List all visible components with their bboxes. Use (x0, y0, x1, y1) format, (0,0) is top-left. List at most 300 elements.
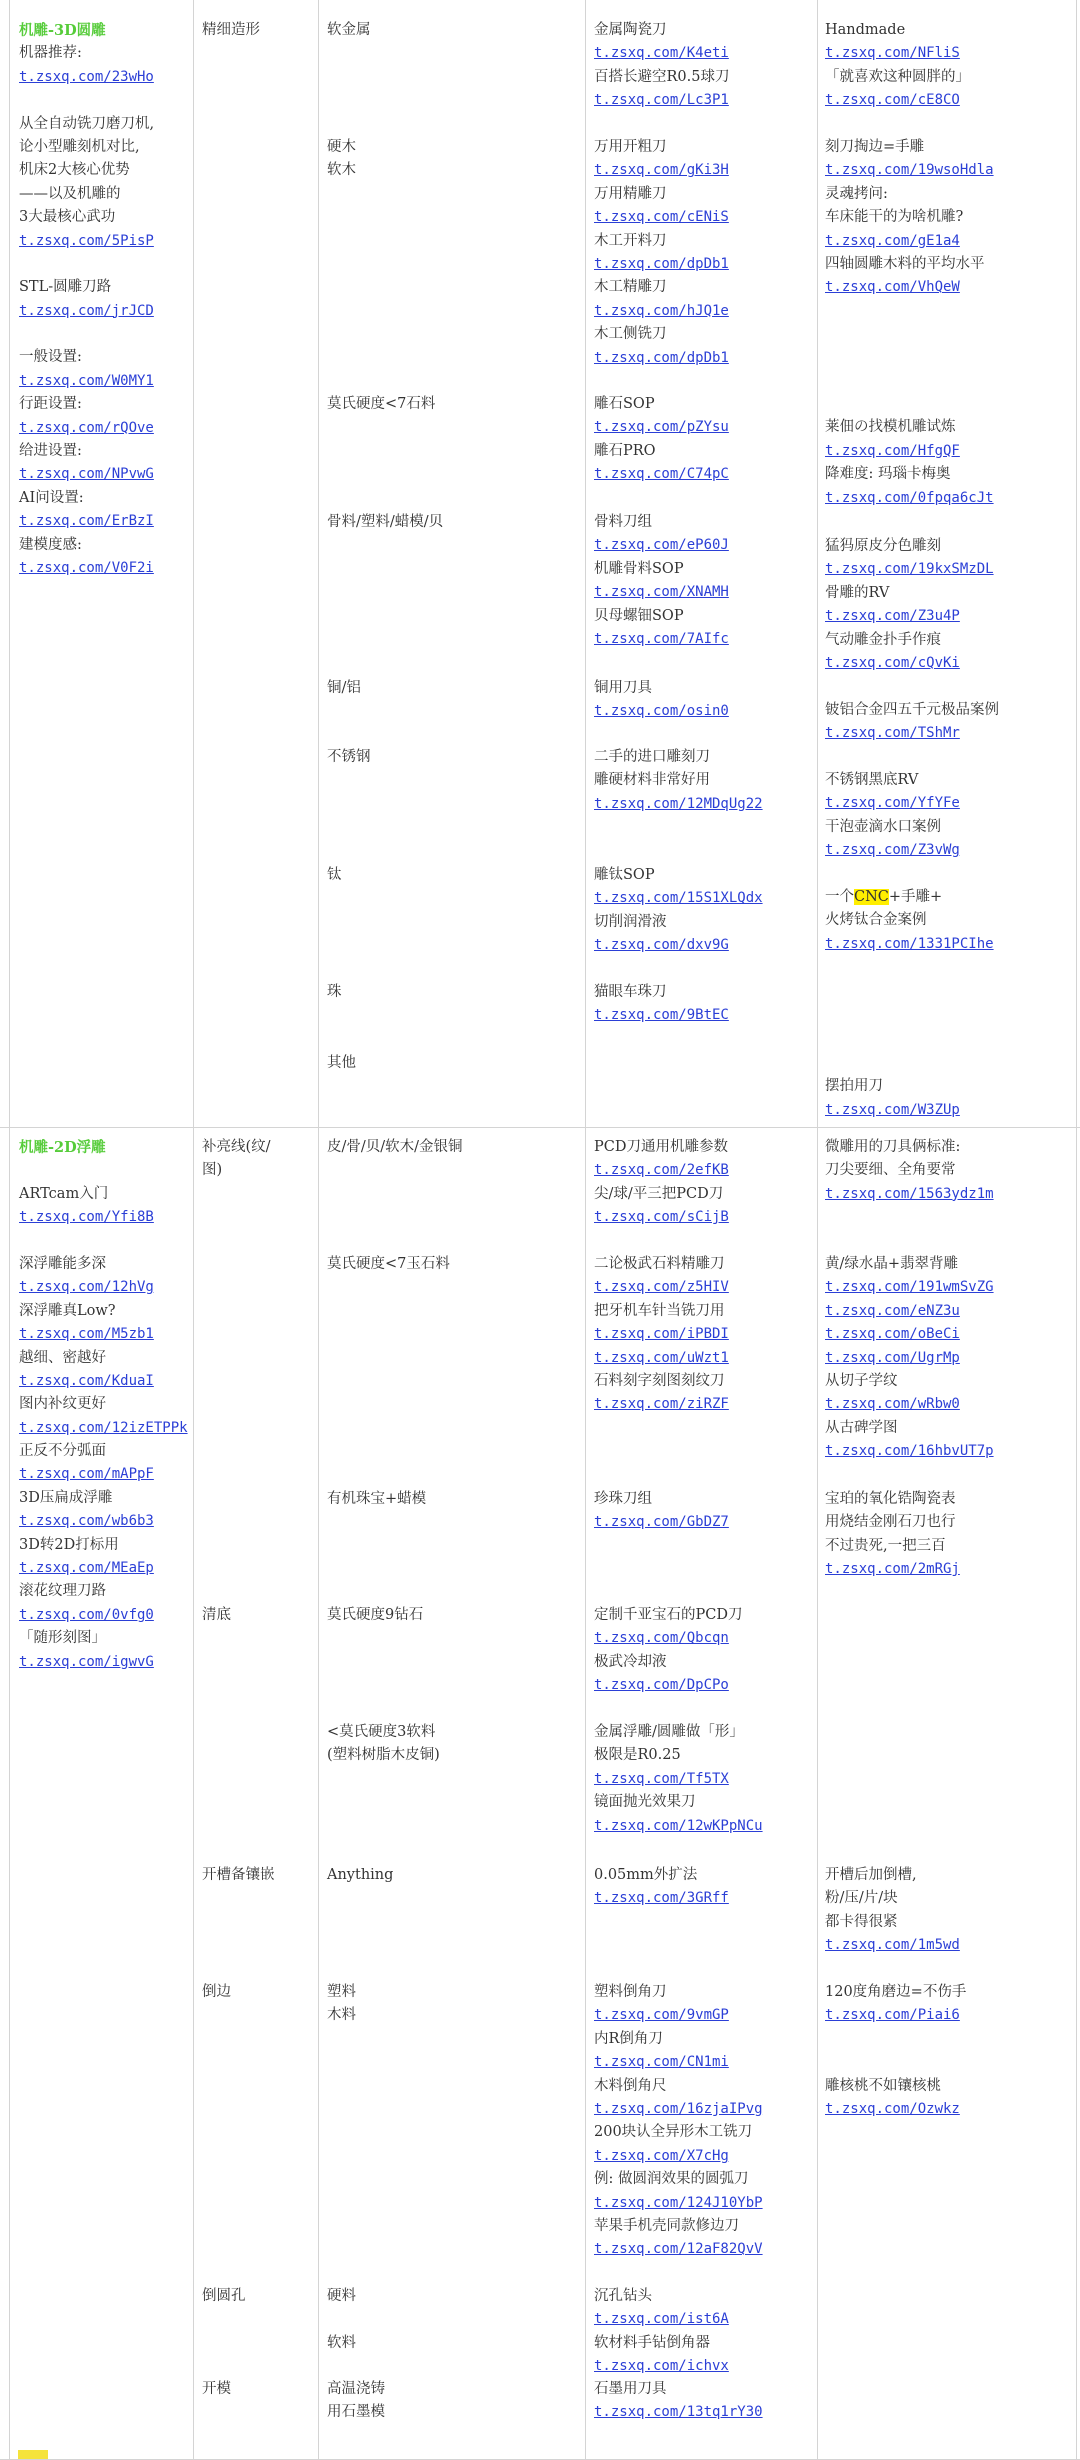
tool-cell (594, 1488, 814, 1535)
category-cell (202, 1981, 314, 2004)
material-cell (327, 1253, 582, 1276)
link-line (825, 1183, 1075, 1206)
link-line (594, 2098, 814, 2121)
short-link[interactable]: t.zsxq.com/mAPpF (19, 1466, 154, 1483)
short-link[interactable]: t.zsxq.com/W0MY1 (19, 372, 154, 389)
text-line: 正反不分弧面 (19, 1443, 106, 1460)
spacer-line (19, 89, 189, 112)
short-link[interactable]: t.zsxq.com/XNAMH (594, 584, 729, 601)
link-line (594, 300, 814, 323)
link-line (825, 1440, 1075, 1463)
short-link[interactable]: t.zsxq.com/uWzt1 (594, 1349, 729, 1366)
text-line: 极武冷却液 (594, 1653, 667, 1670)
short-link[interactable]: t.zsxq.com/Piai6 (825, 2007, 960, 2024)
material-cell (327, 1488, 582, 1511)
text-line: 灵魂拷问: (825, 185, 888, 202)
text-line: 粉/压/片/块 (825, 1890, 898, 1907)
link-line (594, 2355, 814, 2378)
tool-cell (594, 1864, 814, 1911)
case-cell (825, 1136, 1075, 1206)
short-link[interactable]: t.zsxq.com/19kxSMzDL (825, 561, 994, 578)
short-link[interactable]: t.zsxq.com/wRbw0 (825, 1396, 960, 1413)
label-line: 软金属 (327, 22, 371, 38)
short-link[interactable]: t.zsxq.com/hJQ1e (594, 302, 729, 319)
short-link[interactable]: t.zsxq.com/12MDqUg22 (594, 795, 763, 812)
label-line: 硬料 (327, 2288, 356, 2304)
text-line: 四轴圆雕木料的平均水平 (825, 255, 985, 272)
text-line: 骨料刀组 (594, 514, 652, 530)
label-line: 高温浇铸 (327, 2381, 385, 2397)
spacer-line (19, 1230, 189, 1253)
link-line (825, 722, 1075, 745)
short-link[interactable]: t.zsxq.com/K4eti (594, 45, 729, 62)
short-link[interactable]: t.zsxq.com/DpCPo (594, 1677, 729, 1694)
short-link[interactable]: t.zsxq.com/CN1mi (594, 2054, 729, 2071)
text-line: 软材料手钻倒角器 (594, 2334, 710, 2351)
text-line: 木料倒角尺 (594, 2077, 667, 2094)
text-line: 二手的进口雕刻刀 (594, 749, 710, 765)
link-line (594, 1323, 814, 1346)
text-line: 从古碑学图 (825, 1419, 898, 1436)
link-line (825, 230, 1075, 253)
link-line (594, 89, 814, 112)
link-line (19, 1276, 189, 1299)
label-line: 钛 (327, 867, 342, 883)
link-line (19, 1510, 189, 1533)
label-line: (塑料树脂木皮铜) (327, 1747, 440, 1764)
short-link[interactable]: t.zsxq.com/W3ZUp (825, 1101, 960, 1118)
text-line: 石墨用刀具 (594, 2381, 667, 2397)
text-line: 微雕用的刀具俩标准: (825, 1139, 961, 1155)
text-line: 开槽后加倒槽, (825, 1867, 917, 1883)
text-line: 木工侧铣刀 (594, 326, 667, 343)
short-link[interactable]: t.zsxq.com/Qbcqn (594, 1630, 729, 1647)
label-line (327, 2308, 582, 2331)
text-line: 不锈钢黑底RV (825, 772, 919, 788)
short-link[interactable]: t.zsxq.com/Tf5TX (594, 1770, 729, 1787)
short-link[interactable]: t.zsxq.com/dpDb1 (594, 349, 729, 366)
material-cell (327, 1052, 582, 1075)
short-link[interactable]: t.zsxq.com/jrJCD (19, 302, 154, 319)
short-link[interactable]: t.zsxq.com/3GRff (594, 1890, 729, 1907)
case-cell (825, 769, 1075, 863)
material-cell (327, 1604, 582, 1627)
tool-cell (594, 1721, 814, 1838)
label-line: 珠 (327, 984, 342, 1000)
label-line: 图) (202, 1162, 223, 1179)
link-line (825, 839, 1075, 862)
text-line: 猫眼车珠刀 (594, 984, 667, 1000)
link-line (594, 1276, 814, 1299)
text-line: 极限是R0.25 (594, 1747, 681, 1764)
material-cell (327, 136, 582, 183)
spacer-line (825, 393, 1075, 416)
text-line: 干泡壶滴水口案例 (825, 818, 941, 835)
text-line: 骨雕的RV (825, 584, 890, 601)
column-divider (817, 0, 818, 2459)
short-link[interactable]: t.zsxq.com/23wHo (19, 68, 154, 85)
short-link[interactable]: t.zsxq.com/X7cHg (594, 2147, 729, 2164)
spacer-line (19, 1159, 189, 1182)
short-link[interactable]: t.zsxq.com/7AIfc (594, 630, 729, 647)
case-cell (825, 393, 1075, 510)
text-line: 车床能干的为啥机雕? (825, 209, 964, 226)
text-line: 塑料倒角刀 (594, 1984, 667, 2000)
short-link[interactable]: t.zsxq.com/0vfg0 (19, 1606, 154, 1623)
label-line: 木料 (327, 2007, 356, 2024)
material-cell (327, 1864, 582, 1887)
link-line (825, 276, 1075, 299)
short-link[interactable]: t.zsxq.com/1563ydz1m (825, 1185, 994, 1202)
label-line: 皮/骨/贝/软木/金银铜 (327, 1139, 463, 1155)
text-line: 沉孔钻头 (594, 2288, 652, 2304)
text-line: 贝母螺钿SOP (594, 607, 684, 624)
case-cell (825, 1981, 1075, 2121)
text-line: 越细、密越好 (19, 1349, 106, 1366)
short-link[interactable]: t.zsxq.com/TShMr (825, 725, 960, 742)
label-line: 骨料/塑料/蜡模/贝 (327, 514, 444, 530)
short-link[interactable]: t.zsxq.com/ziRZF (594, 1396, 729, 1413)
text-line: 雕核桃不如镶核桃 (825, 2077, 941, 2094)
category-cell (202, 2285, 314, 2308)
short-link[interactable]: t.zsxq.com/dpDb1 (594, 255, 729, 272)
section-column (19, 19, 189, 580)
text-line: 从全自动铣刀磨刀机, (19, 115, 155, 132)
short-link[interactable]: t.zsxq.com/z5HIV (594, 1279, 729, 1296)
link-line (19, 66, 189, 89)
text-line: 金属浮雕/圆雕做「形」 (594, 1724, 744, 1740)
text-line: 石料刻字刻图刻纹刀 (594, 1372, 725, 1389)
material-cell (327, 981, 582, 1004)
link-line (19, 1463, 189, 1486)
link-line (825, 89, 1075, 112)
short-link[interactable]: t.zsxq.com/Lc3P1 (594, 92, 729, 109)
link-line (825, 1300, 1075, 1323)
link-line (594, 1393, 814, 1416)
label-line: 开模 (202, 2381, 231, 2397)
section-title: 机雕-3D圆雕 (19, 22, 106, 39)
short-link[interactable]: t.zsxq.com/Z3vWg (825, 842, 960, 859)
material-cell (327, 1981, 582, 2028)
text-line: 雕石PRO (594, 442, 656, 459)
short-link[interactable]: t.zsxq.com/V0F2i (19, 559, 154, 576)
link-line (19, 1604, 189, 1627)
short-link[interactable]: t.zsxq.com/wb6b3 (19, 1513, 154, 1530)
case-cell (825, 1864, 1075, 1958)
material-cell (327, 746, 582, 769)
link-line (825, 1347, 1075, 1370)
short-link[interactable]: t.zsxq.com/dxv9G (594, 937, 729, 954)
short-link[interactable]: t.zsxq.com/19wsoHdla (825, 162, 994, 179)
link-line (594, 534, 814, 557)
spacer-line (825, 2051, 1075, 2074)
link-line (19, 463, 189, 486)
short-link[interactable]: t.zsxq.com/Z3u4P (825, 608, 960, 625)
link-line (19, 1206, 189, 1229)
material-cell (327, 677, 582, 700)
link-line (594, 416, 814, 439)
text-line: 金属陶瓷刀 (594, 22, 667, 38)
text-line: 切削润滑液 (594, 913, 667, 930)
case-cell (825, 1052, 1075, 1122)
column-divider (318, 0, 319, 2459)
text-line: 把牙机车针当铣刀用 (594, 1302, 725, 1319)
short-link[interactable]: t.zsxq.com/1331PCIhe (825, 935, 994, 952)
link-line (825, 792, 1075, 815)
link-line (594, 1206, 814, 1229)
text-line: 莱佃の找模机雕试炼 (825, 419, 956, 436)
spacer-line (825, 1052, 1075, 1075)
text-line: 机床2大核心优势 (19, 162, 130, 179)
text-line: PCD刀通用机雕参数 (594, 1139, 728, 1155)
short-link[interactable]: t.zsxq.com/12hVg (19, 1279, 154, 1296)
short-link[interactable]: t.zsxq.com/YfYFe (825, 795, 960, 812)
short-link[interactable]: t.zsxq.com/eP60J (594, 537, 729, 554)
text-line: AI问设置: (19, 489, 84, 506)
short-link[interactable]: t.zsxq.com/UgrMp (825, 1349, 960, 1366)
link-line (594, 1887, 814, 1910)
text-line: 120度角磨边=不伤手 (825, 1984, 967, 2000)
link-line (825, 2098, 1075, 2121)
link-line (594, 934, 814, 957)
short-link[interactable]: t.zsxq.com/M5zb1 (19, 1326, 154, 1343)
text-line (825, 886, 1075, 909)
category-cell (202, 1864, 314, 1887)
short-link[interactable]: t.zsxq.com/5PisP (19, 232, 154, 249)
link-line (594, 793, 814, 816)
label-line: 清底 (202, 1607, 231, 1623)
label-line: 莫氏硬度9钻石 (327, 1607, 424, 1623)
link-line (594, 1511, 814, 1534)
short-link[interactable]: t.zsxq.com/0fpqa6cJt (825, 489, 994, 506)
label-line: 倒圆孔 (202, 2288, 246, 2304)
short-link[interactable]: t.zsxq.com/ist6A (594, 2311, 729, 2328)
text-line: 镜面抛光效果刀 (594, 1794, 696, 1811)
tool-cell (594, 2285, 814, 2379)
link-line (594, 206, 814, 229)
short-link[interactable]: t.zsxq.com/cQvKi (825, 654, 960, 671)
short-link[interactable]: t.zsxq.com/rQOve (19, 419, 154, 436)
link-line (594, 1004, 814, 1027)
text-line: 都卡得很紧 (825, 1913, 898, 1930)
short-link[interactable]: t.zsxq.com/Ozwkz (825, 2100, 960, 2117)
material-cell (327, 1721, 582, 1768)
short-link[interactable]: t.zsxq.com/16zjaIPvg (594, 2100, 763, 2117)
short-link[interactable]: t.zsxq.com/gE1a4 (825, 232, 960, 249)
link-line (594, 2145, 814, 2168)
link-line (594, 159, 814, 182)
label-line: 硬木 (327, 139, 356, 155)
link-line (594, 2051, 814, 2074)
tool-cell (594, 136, 814, 370)
short-link[interactable]: t.zsxq.com/12aF82QvV (594, 2241, 763, 2258)
short-link[interactable]: t.zsxq.com/16hbvUT7p (825, 1443, 994, 1460)
label-line: 软料 (327, 2334, 356, 2351)
text-line: 降难度: 玛瑙卡梅奥 (825, 466, 951, 483)
short-link[interactable]: t.zsxq.com/ichvx (594, 2358, 729, 2375)
short-link[interactable]: t.zsxq.com/1m5wd (825, 1937, 960, 1954)
tool-cell (594, 746, 814, 816)
tool-cell (594, 393, 814, 487)
tool-cell (594, 981, 814, 1028)
link-line (825, 487, 1075, 510)
tool-cell (594, 864, 814, 958)
text-line: 3大最核心武功 (19, 209, 116, 226)
short-link[interactable]: t.zsxq.com/eNZ3u (825, 1302, 960, 1319)
link-line (825, 440, 1075, 463)
link-line (594, 2004, 814, 2027)
short-link[interactable]: t.zsxq.com/KduaI (19, 1372, 154, 1389)
table-border-right (1076, 0, 1077, 2459)
material-cell (327, 19, 582, 42)
link-line (19, 1557, 189, 1580)
text-line: 机雕骨料SOP (594, 560, 684, 577)
text-line: 深浮雕真Low? (19, 1302, 116, 1319)
text-line: 机器推荐: (19, 45, 82, 62)
short-link[interactable]: t.zsxq.com/15S1XLQdx (594, 890, 763, 907)
label-line: Anything (327, 1867, 394, 1883)
short-link[interactable]: t.zsxq.com/VhQeW (825, 279, 960, 296)
short-link[interactable]: t.zsxq.com/9BtEC (594, 1007, 729, 1024)
search-highlight: CNC (854, 889, 889, 905)
text-line: ——以及机雕的 (19, 185, 121, 202)
link-line (825, 42, 1075, 65)
tool-cell (594, 19, 814, 113)
text-line: 摆拍用刀 (825, 1078, 883, 1095)
text-line: 滚花纹理刀路 (19, 1583, 106, 1600)
short-link[interactable]: t.zsxq.com/NPvwG (19, 466, 154, 483)
text-line: 雕钛SOP (594, 867, 655, 883)
material-cell (327, 511, 582, 534)
link-line (19, 510, 189, 533)
text-line: 宝珀的氧化锆陶瓷表 (825, 1491, 956, 1507)
link-line (19, 557, 189, 580)
tool-cell (594, 1136, 814, 1230)
short-link[interactable]: t.zsxq.com/osin0 (594, 703, 729, 720)
short-link[interactable]: t.zsxq.com/igwvG (19, 1653, 154, 1670)
text-line: 猛犸原皮分色雕刻 (825, 538, 941, 554)
spacer-line (19, 253, 189, 276)
text-line: 深浮雕能多深 (19, 1255, 106, 1272)
text-fragment: +手雕+ (888, 889, 943, 905)
short-link[interactable]: t.zsxq.com/C74pC (594, 466, 729, 483)
label-line: 用石墨模 (327, 2404, 385, 2421)
tool-cell (594, 511, 814, 651)
table-border-left (9, 0, 10, 2459)
short-link[interactable]: t.zsxq.com/HfgQF (825, 442, 960, 459)
tool-cell (594, 677, 814, 724)
case-cell (825, 136, 1075, 300)
short-link[interactable]: t.zsxq.com/12wKPpNCu (594, 1817, 763, 1834)
short-link[interactable]: t.zsxq.com/124J10YbP (594, 2194, 763, 2211)
label-line: 倒边 (202, 1984, 231, 2000)
material-cell (327, 864, 582, 887)
case-cell (825, 19, 1075, 113)
text-line: 雕石SOP (594, 396, 655, 412)
link-line (594, 42, 814, 65)
text-line: Handmade (825, 22, 906, 38)
link-line (594, 887, 814, 910)
link-line (825, 652, 1075, 675)
link-line (594, 700, 814, 723)
text-line: 论小型雕刻机对比, (19, 138, 140, 155)
tool-cell (594, 2378, 814, 2425)
case-cell (825, 535, 1075, 675)
text-line: 木工精雕刀 (594, 279, 667, 296)
link-line (825, 605, 1075, 628)
material-cell (327, 2378, 582, 2425)
label-line: 不锈钢 (327, 749, 371, 765)
text-line: 给进设置: (19, 443, 82, 460)
short-link[interactable]: t.zsxq.com/2mRGj (825, 1561, 960, 1578)
category-cell (202, 1604, 314, 1627)
text-line: 行距设置: (19, 396, 82, 413)
short-link[interactable]: t.zsxq.com/sCijB (594, 1209, 729, 1226)
text-line: 二论极武石料精雕刀 (594, 1256, 725, 1272)
link-line (19, 417, 189, 440)
link-line (825, 933, 1075, 956)
short-link[interactable]: t.zsxq.com/13tq1rY30 (594, 2404, 763, 2421)
category-cell (202, 19, 314, 42)
label-line: 开槽备镶嵌 (202, 1867, 275, 1883)
text-line: 珍珠刀组 (594, 1491, 652, 1507)
text-line: 「随形刻图」 (19, 1630, 106, 1647)
label-line: 软木 (327, 162, 356, 179)
category-label: 精细造形 (202, 22, 260, 38)
link-line (825, 159, 1075, 182)
short-link[interactable]: t.zsxq.com/191wmSvZG (825, 1279, 994, 1296)
text-line: 一般设置: (19, 349, 82, 366)
short-link[interactable]: t.zsxq.com/pZYsu (594, 419, 729, 436)
text-line: 内R倒角刀 (594, 2030, 663, 2047)
short-link[interactable]: t.zsxq.com/GbDZ7 (594, 1514, 729, 1531)
text-line: 200块认全异形木工铣刀 (594, 2124, 753, 2141)
short-link[interactable]: t.zsxq.com/cE8CO (825, 92, 960, 109)
link-line (19, 230, 189, 253)
short-link[interactable]: t.zsxq.com/MEaEp (19, 1560, 154, 1577)
case-cell (825, 699, 1075, 746)
link-line (825, 1558, 1075, 1581)
short-link[interactable]: t.zsxq.com/gKi3H (594, 162, 729, 179)
section-column (19, 1136, 189, 1674)
text-line: 用烧结金刚石刀也行 (825, 1514, 956, 1531)
short-link[interactable]: t.zsxq.com/oBeCi (825, 1326, 960, 1343)
short-link[interactable]: t.zsxq.com/12izETPPk (19, 1419, 188, 1436)
link-line (19, 1417, 189, 1440)
short-link[interactable]: t.zsxq.com/ErBzI (19, 513, 154, 530)
short-link[interactable]: t.zsxq.com/cENiS (594, 209, 729, 226)
short-link[interactable]: t.zsxq.com/9vmGP (594, 2007, 729, 2024)
text-line: 定制千亚宝石的PCD刀 (594, 1607, 743, 1623)
link-line (594, 1674, 814, 1697)
link-line (825, 1393, 1075, 1416)
link-line (594, 628, 814, 651)
short-link[interactable]: t.zsxq.com/NFliS (825, 45, 960, 62)
material-cell (327, 2285, 582, 2355)
short-link[interactable]: t.zsxq.com/iPBDI (594, 1326, 729, 1343)
link-line (825, 1323, 1075, 1346)
link-line (19, 1323, 189, 1346)
category-cell (202, 1136, 314, 1183)
case-cell (825, 886, 1075, 956)
short-link[interactable]: t.zsxq.com/Yfi8B (19, 1209, 154, 1226)
text-line: 气动雕金扑手作痕 (825, 631, 941, 648)
text-line: 雕硬材料非常好用 (594, 772, 710, 789)
text-line: 刻刀掏边=手雕 (825, 139, 925, 155)
short-link[interactable]: t.zsxq.com/2efKB (594, 1162, 729, 1179)
text-line: 图内补纹更好 (19, 1396, 106, 1413)
label-line: 莫氏硬度<7石料 (327, 396, 436, 412)
